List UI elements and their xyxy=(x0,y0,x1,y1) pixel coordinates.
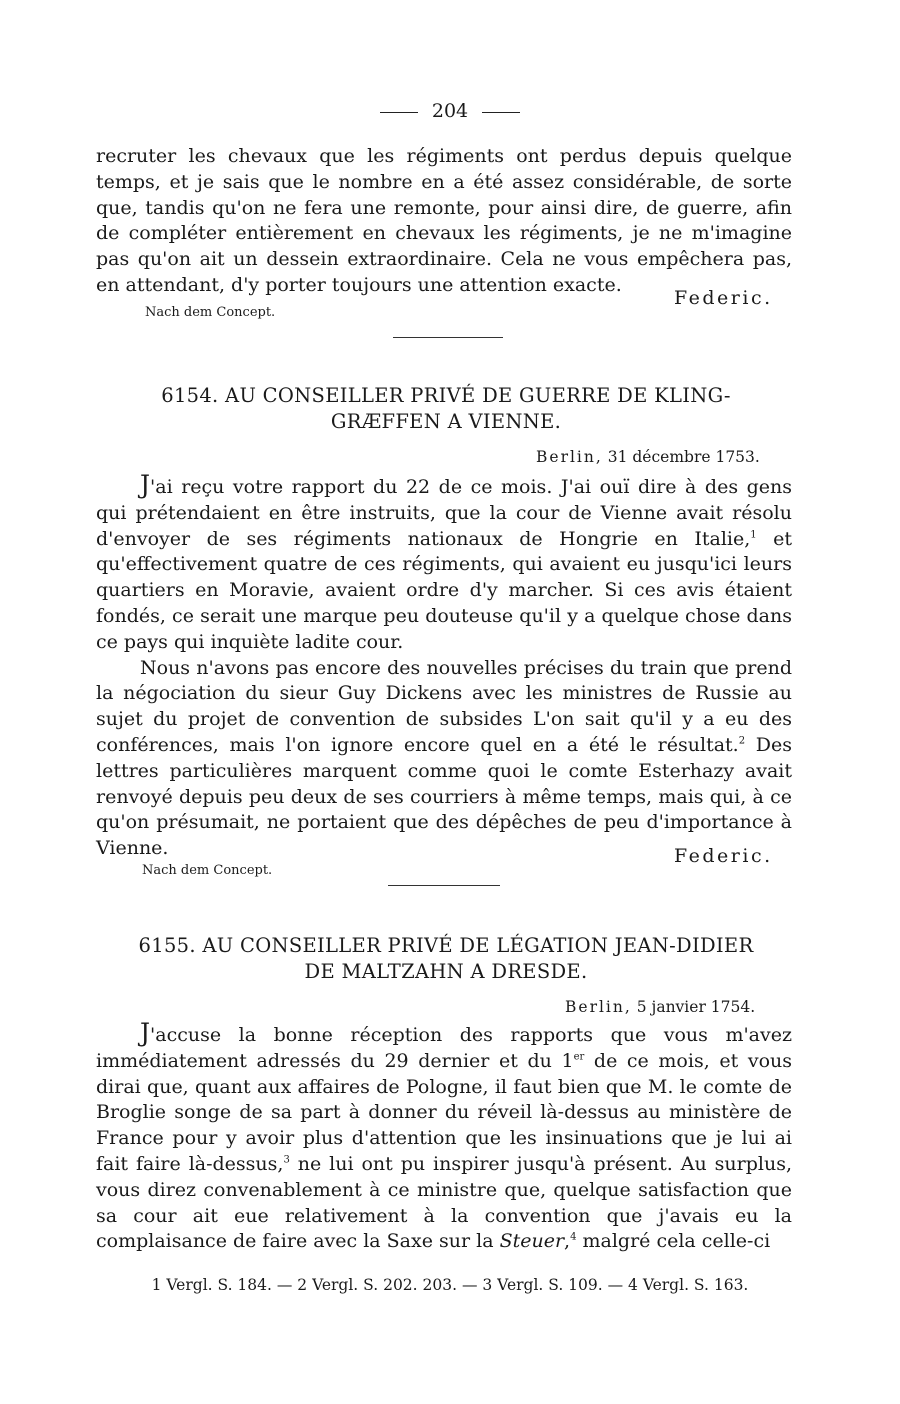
source-note-1: Nach dem Concept. xyxy=(145,305,276,320)
letter-6155-heading xyxy=(96,933,796,985)
footnote-ref-1: 1 xyxy=(750,529,757,541)
superscript-er: er xyxy=(573,1051,585,1063)
continuation-paragraph xyxy=(96,144,792,299)
italic-steuer: Steuer xyxy=(499,1230,565,1253)
letter-6155-p1-text-c: ne lui ont pu inspirer jusqu'à présent. Au surplus, vous direz convenablement à ce ministre que, quelque satisfaction que sa cour ait eue relativement à la convention que j'avais eu la complaisance de faire avec la Saxe sur la xyxy=(96,1152,792,1253)
letter-6155-body xyxy=(96,1020,792,1255)
footnote-ref-3: 3 xyxy=(283,1154,290,1166)
continuation-text: recruter les chevaux que les régiments ont perdus depuis quelque temps, et je sais que le nombre en a été assez considérable, de sorte que, tandis qu'on ne fera une remonte, pour ainsi dire, de guerre, afin de compléter entièrement en chevaux les régiments, je ne m'imagine pas qu'on ait un dessein extraordinaire. Cela ne vous empêchera pas, en attendant, d'y porter toujours une attention exacte. xyxy=(96,145,792,296)
letter-6155-paragraph-1: J'accuse la bonne réception des rapports que vous m'avez immédiatement adressés du 29 dernier et du 1er de ce mois, et vous dirai que, quant aux affaires de Pologne, il faut bien que M. le comte de Broglie songe de sa part à donner du réveil là-dessus au ministère de France pour y avoir plus d'attention que les insinuations que je lui ai fait faire là-dessus,$^3$ ne lui ont pu inspirer jusqu'à présent. Au surplus, vous direz convenablement à ce ministre que, quelque satisfaction que sa cour ait eue relativement à la convention que j'avais eu la complaisance de faire avec la Saxe sur la Steuer,$^4$ malgré cela celle-ci xyxy=(96,1018,792,1253)
letter-6155-date-city: Berlin, xyxy=(565,998,632,1016)
letter-6155-p1-text-b: de ce mois, et vous dirai que, quant aux affaires de Pologne, il faut bien que M. le comte de Broglie songe de sa part à donner du réveil là-dessus au ministère de France pour y avoir plus d'attention que les insinuations que je lui ai fait faire là-dessus, xyxy=(96,1049,792,1175)
letter-6154-paragraph-2 xyxy=(96,656,792,862)
footnote-ref-4: 4 xyxy=(570,1232,577,1244)
page-number-dash-left xyxy=(380,112,418,113)
letter-6155-p1-text-a: 'accuse la bonne réception des rapports que vous m'avez immédiatement adressés du 29 dernier et du 1 xyxy=(96,1024,792,1072)
page-number-text: 204 xyxy=(431,100,469,122)
letter-6155-heading-line2: DE MALTZAHN A DRESDE. xyxy=(304,960,588,983)
letter-6154-heading xyxy=(96,383,796,435)
letter-6154-p2-text: Nous n'avons pas encore des nouvelles précises du train que prend la négociation du sieur Guy Dickens avec les ministres de Russie au sujet du projet de convention de subsides L'on sait qu'il y a eu des conférences, mais l'on ignore encore quel en a été le résultat. xyxy=(96,656,792,756)
footnotes: 1 Vergl. S. 184. — 2 Vergl. S. 202. 203. — 3 Vergl. S. 109. — 4 Vergl. S. 163. xyxy=(151,1276,749,1294)
letter-6154-heading-line1: 6154. AU CONSEILLER PRIVÉ DE GUERRE DE KLING- xyxy=(161,384,731,407)
letter-6154-dateline xyxy=(536,448,760,466)
section-divider-1 xyxy=(393,337,503,338)
letter-6154-p1-text-b: et qu'effectivement quatre de ces régiments, qui avaient eu jusqu'ici leurs quartiers en Moravie, avaient ordre d'y marcher. Si ces avis étaient fondés, ce serait une marque peu douteuse qu'il y a quelque chose dans ce pays qui inquiète ladite cour. xyxy=(96,527,793,653)
letter-6154-p1-text: 'ai reçu votre rapport du 22 de ce mois. J'ai ouï dire à des gens qui prétendaient en être instruits, que la cour de Vienne avait résolu d'envoyer de ses régiments nationaux de Hongrie en Italie, xyxy=(96,476,792,550)
letter-6154-p2-text-b: Des lettres particulières marquent comme quoi le comte Esterhazy avait renvoyé depuis peu deux de ses courriers à même temps, mais qui, à ce qu'on présumait, ne portaient que des dépêches de peu d'importance à Vienne. xyxy=(96,733,792,860)
letter-6154-body xyxy=(96,472,792,862)
footnote-ref-2: 2 xyxy=(738,735,746,747)
source-note-2: Nach dem Concept. xyxy=(142,863,273,878)
signature-federic-1: Federic. xyxy=(674,287,773,309)
letter-6154-heading-line2: GRÆFFEN A VIENNE. xyxy=(330,410,562,433)
section-divider-2 xyxy=(388,885,500,886)
signature-federic-2: Federic. xyxy=(674,845,773,867)
page-number-dash-right xyxy=(482,112,520,113)
letter-6155-date: 5 janvier 1754. xyxy=(636,998,756,1016)
letter-6154-date: 31 décembre 1753. xyxy=(607,448,760,466)
letter-6155-p1-text-d: malgré cela celle-ci xyxy=(576,1230,771,1253)
letter-6155-dateline xyxy=(565,998,755,1016)
letter-6155-initial: J xyxy=(140,1018,151,1047)
page-number xyxy=(0,100,900,122)
letter-6154-date-city: Berlin, xyxy=(536,448,603,466)
letter-6154-initial: J xyxy=(140,470,151,499)
letter-6154-paragraph-1 xyxy=(96,472,792,656)
letter-6155-heading-line1: 6155. AU CONSEILLER PRIVÉ DE LÉGATION JEAN-DIDIER xyxy=(138,934,754,957)
